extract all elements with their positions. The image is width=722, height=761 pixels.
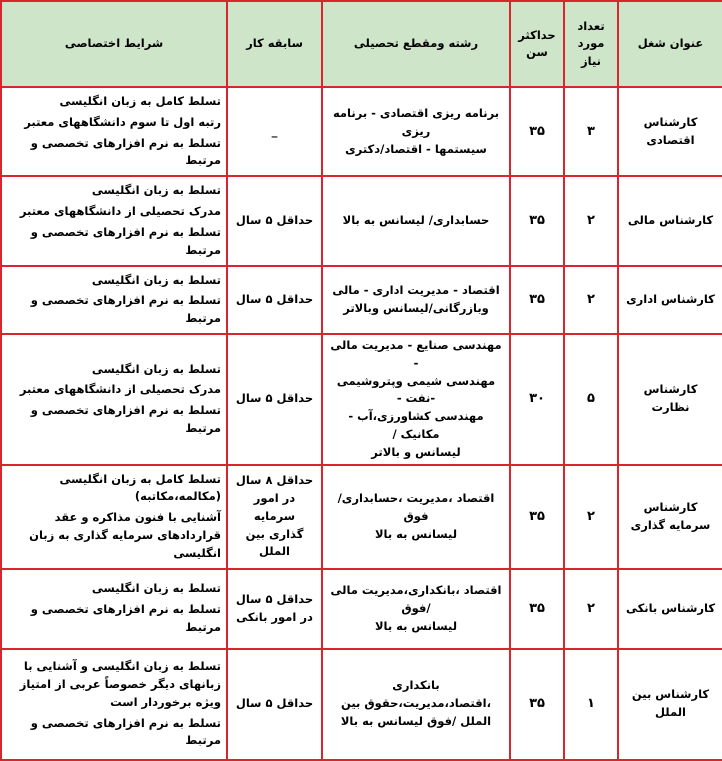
condition-line: تسلط به نرم افزارهای تخصصی و مرتبط [30,293,221,326]
field-line: اقتصاد ،بانکداری،مدیریت مالی /فوق [330,582,502,615]
conditions-cell [1,465,227,569]
job-title-cell: کارشناس بین الملل [618,649,722,760]
experience-line: در امور سرمایه [253,490,296,523]
condition-line: تسلط به زبان انگلیسی و آشنایی با زبانهای دیگر خصوصاً عربی از امتیاز ویژه برخوردار است [19,659,221,709]
field-cell [322,569,510,649]
table-row [1,87,722,176]
table-row [1,465,722,569]
job-title-cell: کارشناس نظارت [618,334,722,465]
field-cell [322,649,510,760]
experience-line: حداقل ۸ سال [235,473,314,488]
field-line: مهندسی کشاورزی،آب - مکانیک / [348,409,484,441]
experience-line: حداقل ۵ سال [235,591,314,606]
experience-line: حداقل ۵ سال [235,696,314,711]
max-age-cell: ۳۵ [510,465,564,569]
field-line: مهندسی صنایع - مدیریت مالی - [330,337,502,370]
field-cell [322,87,510,176]
field-line: لیسانس به بالا [374,526,458,541]
conditions-cell [1,87,227,176]
job-title-cell: کارشناس مالی [618,176,722,265]
count-cell: ۲ [564,465,618,569]
table-row [1,569,722,649]
field-line: لیسانس به بالا [374,618,458,633]
field-cell [322,334,510,465]
header-conditions: شرایط اختصاصی [1,1,227,87]
job-title-cell: کارشناس بانکی [618,569,722,649]
table-row [1,334,722,465]
conditions-cell [1,334,227,465]
experience-line: حداقل ۵ سال [235,212,314,227]
field-line: سیستمها - اقتصاد/دکتری [345,141,487,156]
experience-line: حداقل ۵ سال [235,291,314,306]
job-title-cell: کارشناس سرمایه گذاری [618,465,722,569]
experience-cell [227,465,322,569]
condition-line: تسلط به نرم افزارهای تخصصی و مرتبط [30,602,221,635]
count-cell: ۲ [564,176,618,265]
experience-cell [227,569,322,649]
experience-cell [227,334,322,465]
table-header-row [1,1,722,87]
field-line: حسابداری/ لیسانس به بالا [342,212,490,227]
table-row [1,266,722,334]
experience-cell [227,176,322,265]
job-title-cell: کارشناس اداری [618,266,722,334]
table-body [1,87,722,760]
conditions-cell [1,266,227,334]
condition-line: تسلط به نرم افزارهای تخصصی و مرتبط [30,715,221,748]
field-line: مهندسی شیمی وپتروشیمی -نفت - [336,373,496,406]
header-experience: سابقه کار [227,1,322,87]
table-row [1,649,722,760]
field-line: لیسانس و بالاتر [371,444,461,459]
job-title-cell: کارشناس اقتصادی [618,87,722,176]
field-line: برنامه ریزی اقتصادی - برنامه ریزی [332,105,500,138]
max-age-cell: ۳۵ [510,87,564,176]
max-age-cell: ۳۵ [510,266,564,334]
condition-line: آشنایی با فنون مذاکره و عقد قراردادهای سرمایه گذاری به زبان انگلیسی [29,510,221,560]
table-row [1,176,722,265]
condition-line: تسلط به نرم افزارهای تخصصی و مرتبط [30,224,221,257]
experience-cell [227,87,322,176]
count-cell: ۲ [564,266,618,334]
condition-line: تسلط به زبان انگلیسی [91,361,221,376]
max-age-cell: ۳۵ [510,176,564,265]
condition-line: مدرک تحصیلی از دانشگاههای معتبر [19,382,221,397]
condition-line: تسلط به نرم افزارهای تخصصی و مرتبط [30,135,221,168]
max-age-cell: ۳۵ [510,649,564,760]
header-count: تعداد مورد نیاز [564,1,618,87]
count-cell: ۱ [564,649,618,760]
experience-cell [227,266,322,334]
conditions-cell [1,569,227,649]
experience-line: در امور بانکی [236,609,313,624]
field-line: الملل /فوق لیسانس به بالا [340,714,492,729]
count-cell: ۳ [564,87,618,176]
max-age-cell: ۳۵ [510,569,564,649]
field-line: بانکداری ،اقتصاد،مدیریت،حقوق بین [341,678,491,711]
field-line: اقتصاد ،مدیریت ،حسابداری/فوق [337,490,495,523]
count-cell: ۲ [564,569,618,649]
field-cell [322,176,510,265]
field-cell [322,266,510,334]
experience-line: حداقل ۵ سال [235,391,314,406]
condition-line: رتبه اول تا سوم دانشگاههای معتبر [24,114,221,129]
experience-line: گذاری بین الملل [245,526,304,559]
experience-line: _ [271,123,278,138]
condition-line: تسلط به زبان انگلیسی [91,581,221,596]
header-max-age: حداکثر سن [510,1,564,87]
condition-line: تسلط کامل به زبان انگلیسی [59,94,221,108]
field-cell [322,465,510,569]
condition-line: تسلط به نرم افزارهای تخصصی و مرتبط [30,403,221,436]
conditions-cell [1,176,227,265]
header-field: رشته ومقطع تحصیلی [322,1,510,87]
header-job-title: عنوان شغل [618,1,722,87]
conditions-cell [1,649,227,760]
experience-cell [227,649,322,760]
condition-line: مدرک تحصیلی از دانشگاههای معتبر [19,204,221,219]
max-age-cell: ۳۰ [510,334,564,465]
field-line: اقتصاد - مدیریت اداری - مالی [332,282,500,297]
count-cell: ۵ [564,334,618,465]
condition-line: تسلط به زبان انگلیسی [91,183,221,198]
condition-line: تسلط به زبان انگلیسی [91,272,221,287]
field-line: وبازرگانی/لیسانس وبالاتر [343,300,489,315]
condition-line: تسلط کامل به زبان انگلیسی (مکالمه،مکاتبه) [59,471,221,504]
